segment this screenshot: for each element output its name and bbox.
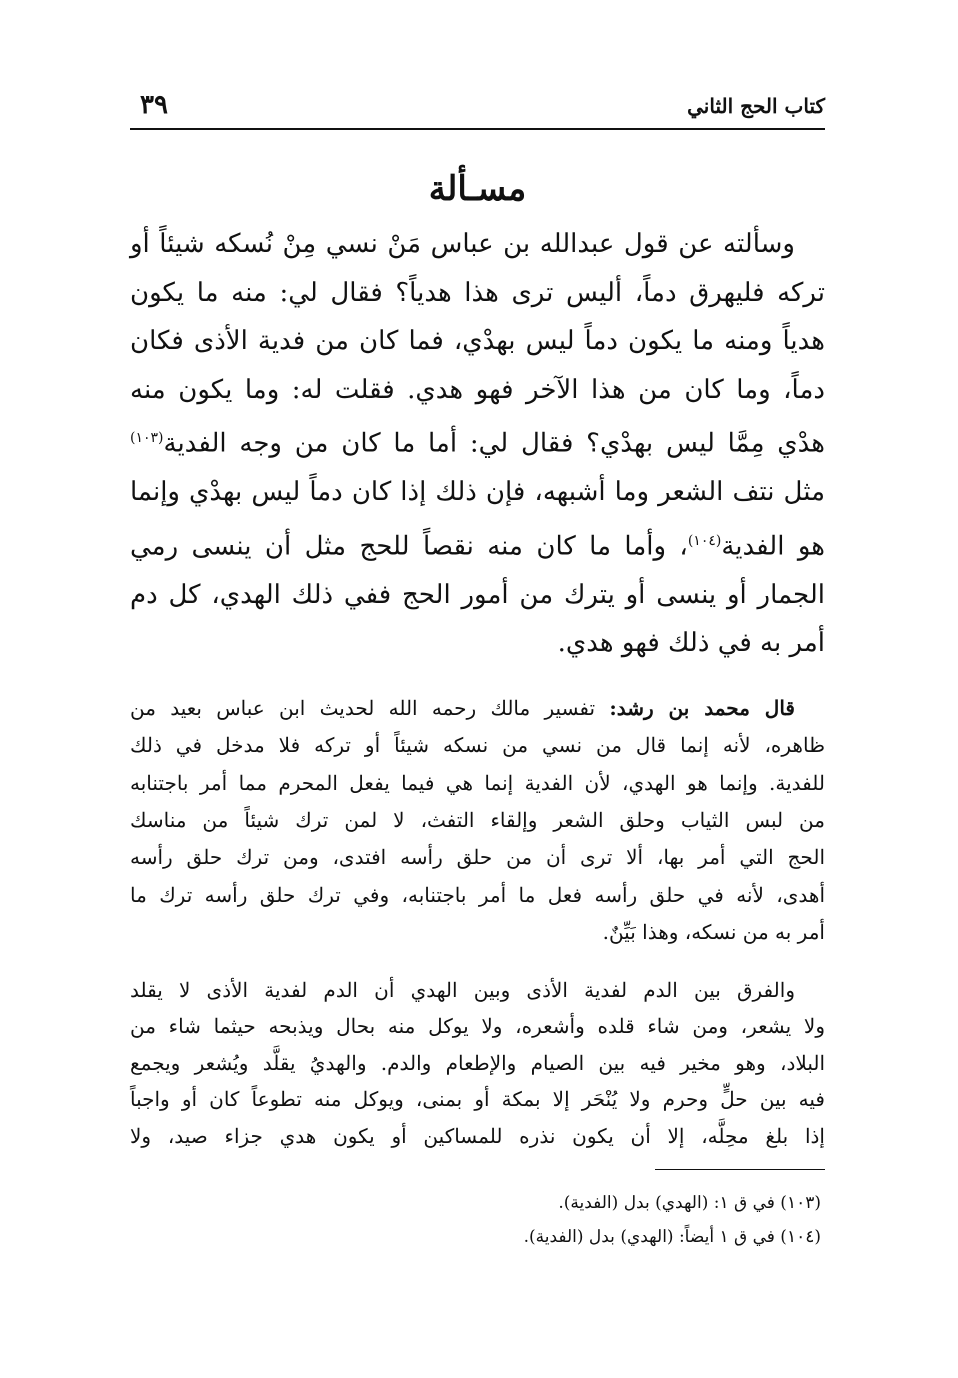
book-page (130, 88, 825, 1358)
text-line: أهدى، لأنه في حلق رأسه فعل ما أمر باجتنابه، وفي ترك حلق رأسه ترك ما (130, 882, 826, 907)
text-segment: هدْي مِمَّا ليس بهدْي؟ فقال لي: أما ما كان من وجه الفدية (163, 428, 825, 459)
text-line: أمر به من نسكه، وهذا بَيِّنٌ. (602, 920, 825, 945)
text-line: الحج التي أمر بها، ألا ترى أن من حلق رأسه افتدى، ومن ترك حلق رأسه (130, 845, 825, 870)
footnote-marker: (١٠٣) (130, 430, 164, 446)
footnote-marker: (١٠٤) (687, 532, 722, 549)
text-segment: ، وأما ما كان منه نقصاً للحج مثل أن ينسى رمي (130, 531, 688, 562)
text-line (130, 690, 825, 727)
page-number: ٣٩ (140, 90, 168, 120)
footnotes (130, 1186, 825, 1254)
text-line: إذا بلغ محِلَّه، إلا أن يكون نذره للمساكين أو يكون هدي جزاء صيد، ولا (130, 1124, 825, 1149)
text-segment: هو الفدية (721, 531, 825, 562)
text-line: تركه فليهرق دماً، أليس ترى هذا هدياً؟ فقال لي: منه ما يكون (130, 277, 825, 308)
text-line: ولا يشعر، ومن شاء قلده وأشعره، ولا يوكل منه بحال ويذبحه حيثما شاء من (130, 1014, 826, 1039)
footnote-divider (655, 1169, 825, 1170)
text-line: وسألته عن قول عبدالله بن عباس مَنْ نسي مِنْ نُسكه شيئاً أو (130, 229, 795, 259)
text-line: ظاهره، لأنه إنما قال من نسي من نسكه شيئاً أو تركه فلا مدخل في ذلك (130, 733, 825, 758)
footnote-103: (١٠٣) في ق ١: (الهدي) بدل (الفدية). (558, 1192, 821, 1213)
text-line: من لبس الثياب وحلق الشعر وإلقاء التفث، لا لمن ترك شيئاً من مناسك (130, 808, 825, 833)
text-line: دماً، وما كان من هذا الآخر فهو هدي. فقلت له: وما يكون منه (130, 374, 825, 405)
text-line: الجمار أو ينسى أو يترك من أمور الحج ففي ذلك الهدي، كل دم (130, 579, 825, 610)
paragraph-distinction (130, 972, 825, 1155)
footnote-104: (١٠٤) في ق ١ أيضاً: (الهدي) بدل (الفدية). (523, 1226, 821, 1247)
text-line: أمر به في ذلك فهو هدي. (557, 628, 825, 659)
text-line: البلاد، وهو مخير فيه بين الصيام والإطعام والدم. والهديُ يقلَّد ويُشعر ويجمع (130, 1050, 826, 1075)
text-segment: تفسير مالك رحمه الله لحديث ابن عباس بعيد من (130, 695, 610, 720)
speaker-name: قال محمد بن رشد: (609, 695, 795, 720)
paragraph-commentary (130, 690, 825, 952)
text-line (130, 517, 825, 571)
section-title: مسـألة (428, 169, 527, 209)
paragraph-question (130, 220, 825, 668)
text-line: هدياً ومنه ما يكون دماً ليس بهدْي، فما كان من فدية الأذى فكان (130, 326, 825, 356)
page-header (130, 88, 825, 130)
text-line: والفرق بين الدم لفدية الأذى وبين الهدي أن الدم لفدية الأذى لا يقلد (130, 977, 795, 1002)
text-line: مثل نتف الشعر وما أشبهه، فإن ذلك إذا كان دماً ليس بهدْي وإنما (130, 477, 825, 508)
text-line (130, 414, 825, 468)
text-line: للفدية. وإنما هو الهدي، لأن الفدية إنما هي فيما يفعل المحرم مما أمر باجتنابه (130, 770, 825, 795)
text-line: فيه بين حلٍّ وحرم ولا يُنْحَر إلا بمكة أو بمنى، ويوكل منه تطوعاً كان أو واجباً (130, 1087, 825, 1112)
running-title: كتاب الحج الثاني (687, 94, 825, 118)
